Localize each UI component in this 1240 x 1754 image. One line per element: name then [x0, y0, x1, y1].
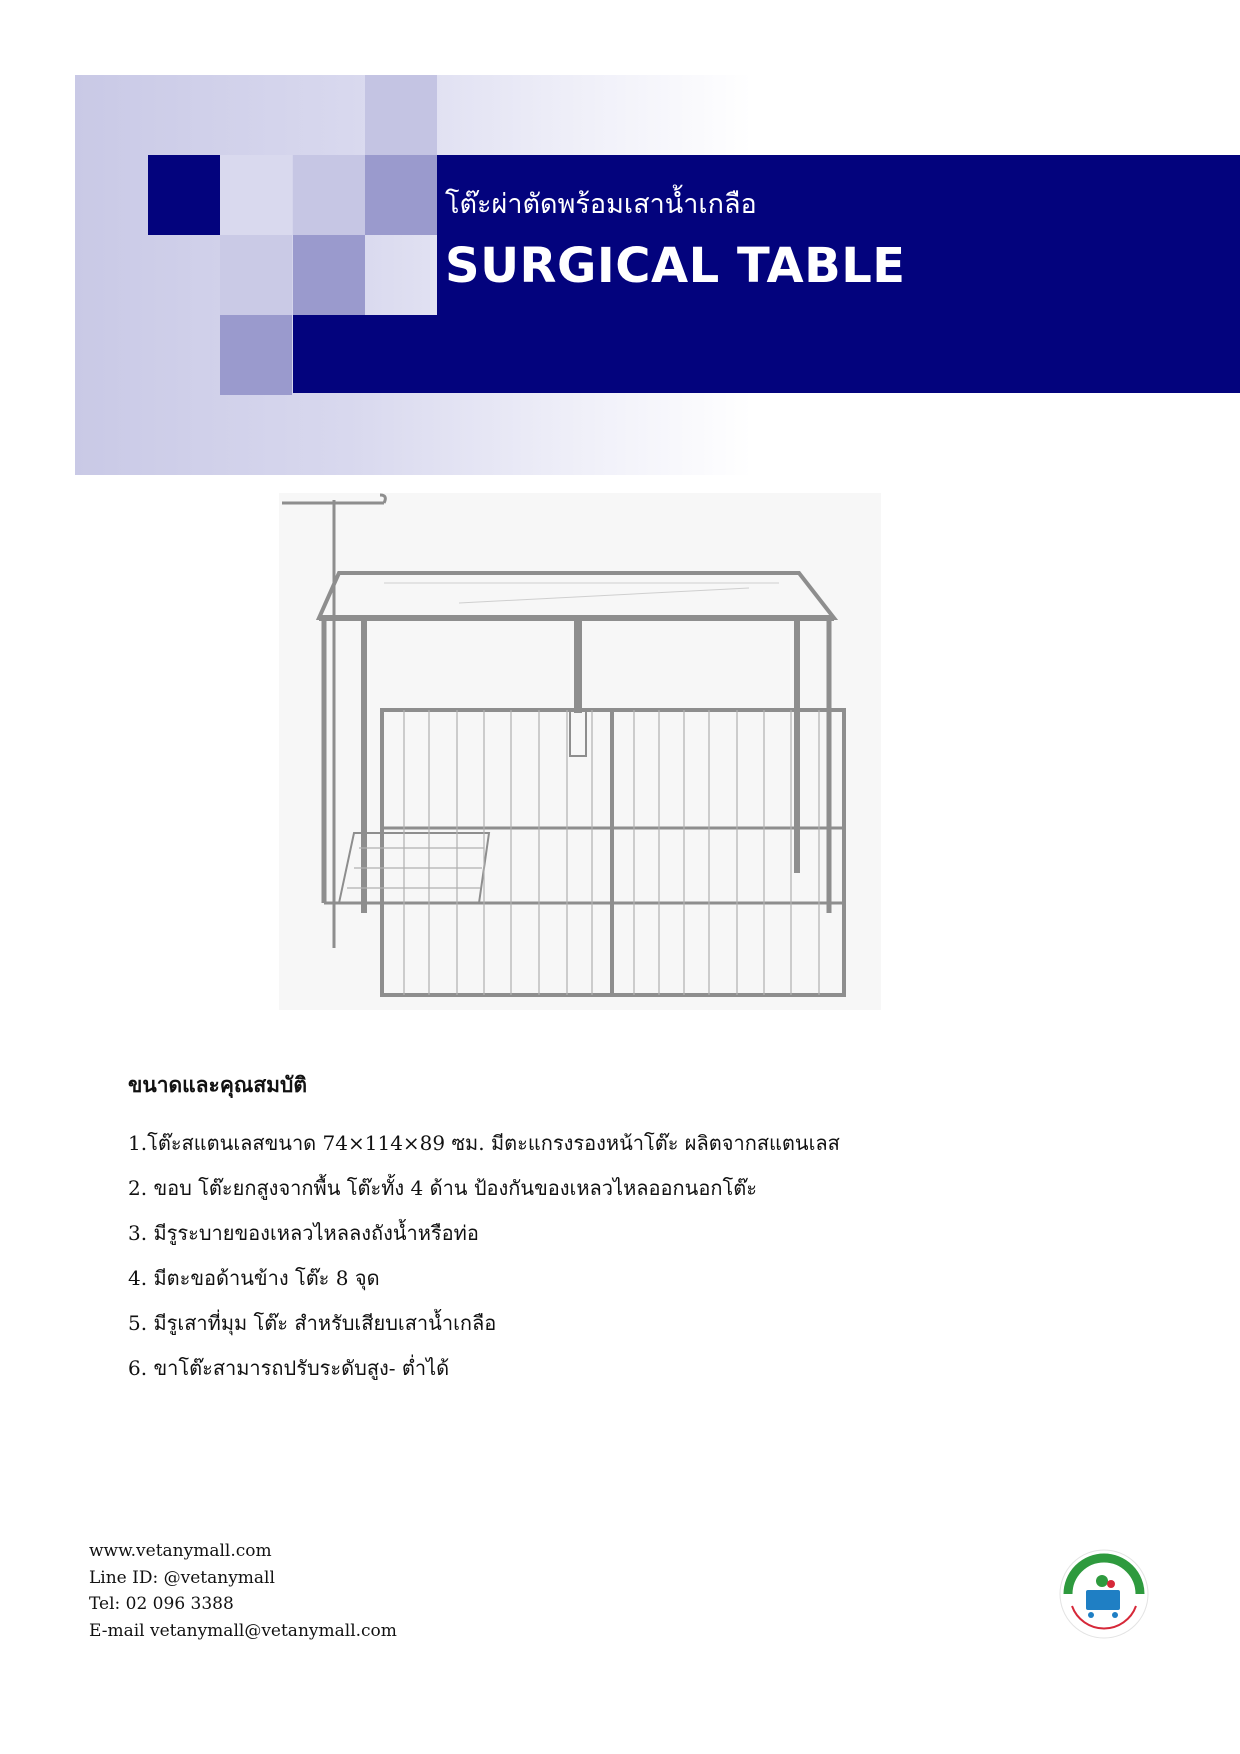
decor-square — [365, 155, 437, 235]
telephone: Tel: 02 096 3388 — [89, 1594, 234, 1614]
spec-item: 4. มีตะขอด้านข้าง โต๊ะ 8 จุด — [128, 1266, 380, 1290]
decor-square — [220, 155, 292, 235]
decor-square — [293, 155, 365, 235]
email-link[interactable]: E-mail vetanymall@vetanymall.com — [89, 1620, 397, 1641]
decor-square — [293, 235, 365, 315]
spec-item: 5. มีรูเสาที่มุม โต๊ะ สำหรับเสียบเสาน้ำเกลือ — [128, 1311, 497, 1335]
header-title-bar-lower — [293, 315, 437, 393]
surgical-table-icon — [279, 493, 881, 1010]
decor-square — [220, 235, 292, 315]
footer-contact — [89, 1538, 397, 1644]
spec-item: 2. ขอบ โต๊ะยกสูงจากพื้น โต๊ะทั้ง 4 ด้าน ป้องกันของเหลวไหลออกนอกโต๊ะ — [128, 1176, 757, 1200]
decor-square — [365, 75, 437, 155]
spec-item: 3. มีรูระบายของเหลวไหลลงถังน้ำหรือท่อ — [128, 1221, 479, 1245]
logo-icon — [1058, 1548, 1150, 1640]
page-title-english: SURGICAL TABLE — [445, 238, 906, 294]
specs-heading: ขนาดและคุณสมบัติ — [128, 1072, 307, 1097]
website-link[interactable]: www.vetanymall.com — [89, 1541, 272, 1561]
decor-square — [148, 155, 220, 235]
line-id: Line ID: @vetanymall — [89, 1567, 275, 1588]
spec-item: 6. ขาโต๊ะสามารถปรับระดับสูง- ต่ำได้ — [128, 1356, 450, 1380]
decor-square — [220, 315, 292, 395]
page-title-thai: โต๊ะผ่าตัดพร้อมเสาน้ำเกลือ — [445, 189, 757, 220]
product-photo — [279, 493, 881, 1010]
vet-any-mall-logo — [1058, 1548, 1150, 1640]
spec-item: 1.โต๊ะสแตนเลสขนาด 74×114×89 ซม. มีตะแกรงรองหน้าโต๊ะ ผลิตจากสแตนเลส — [128, 1131, 840, 1155]
specs-list — [128, 1128, 840, 1398]
